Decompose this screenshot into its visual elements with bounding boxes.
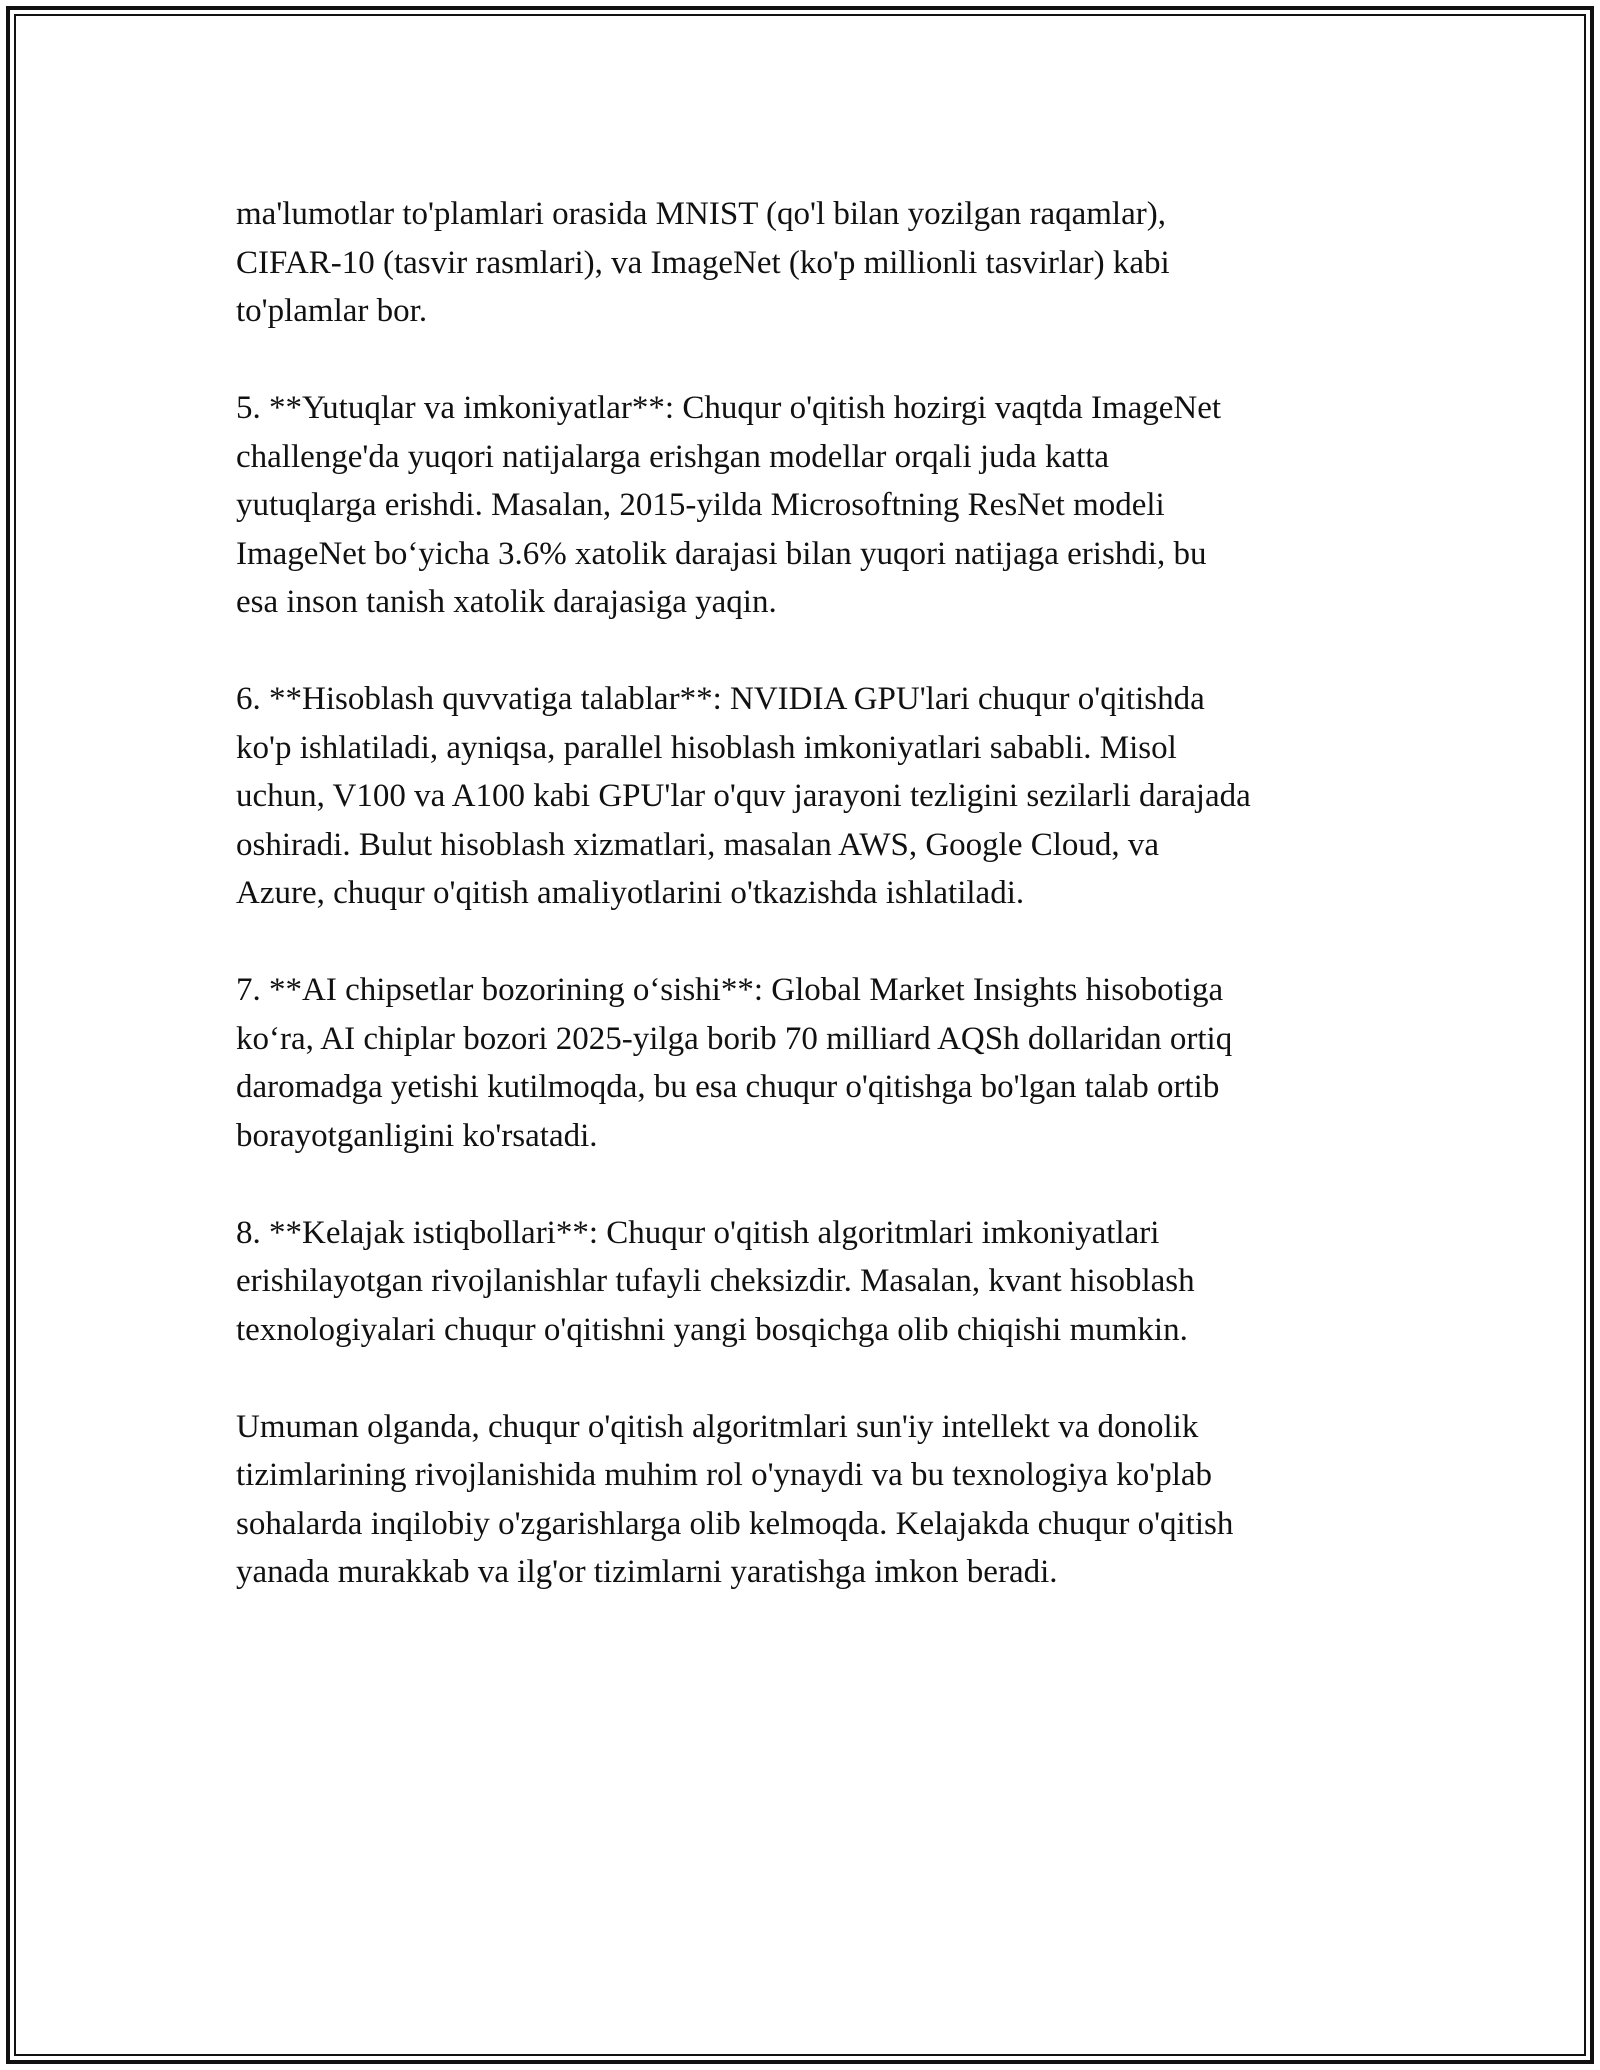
- text-line: borayotganligini ko'rsatadi.: [236, 1117, 598, 1154]
- text-line: erishilayotgan rivojlanishlar tufayli cheksizdir. Masalan, kvant hisoblash: [236, 1263, 1195, 1299]
- text-line: uchun, V100 va A100 kabi GPU'lar o'quv jarayoni tezligini sezilarli darajada: [236, 778, 1251, 814]
- text-line: 8. **Kelajak istiqbollari**: Chuqur o'qitish algoritmlari imkoniyatlari: [236, 1214, 1160, 1251]
- document-body: [236, 190, 1386, 1645]
- text-line: daromadga yetishi kutilmoqda, bu esa chuqur o'qitishga bo'lgan talab ortib: [236, 1069, 1220, 1105]
- text-line: 7. **AI chipsetlar bozorining o‘sishi**: Global Market Insights hisobotiga: [236, 972, 1224, 1008]
- text-line: sohalarda inqilobiy o'zgarishlarga olib kelmoqda. Kelajakda chuqur o'qitish: [236, 1505, 1234, 1542]
- text-line: CIFAR-10 (tasvir rasmlari), va ImageNet (ko'p millionli tasvirlar) kabi: [236, 244, 1170, 281]
- text-line: texnologiyalari chuqur o'qitishni yangi bosqichga olib chiqishi mumkin.: [236, 1311, 1188, 1348]
- text-line: ko‘ra, AI chiplar bozori 2025-yilga borib 70 milliard AQSh dollaridan ortiq: [236, 1020, 1233, 1057]
- text-line: ImageNet bo‘yicha 3.6% xatolik darajasi bilan yuqori natijaga erishdi, bu: [236, 535, 1207, 572]
- text-line: ko'p ishlatiladi, ayniqsa, parallel hisoblash imkoniyatlari sababli. Misol: [236, 729, 1177, 766]
- paragraph-compute-requirements: [236, 675, 1386, 918]
- text-line: yutuqlarga erishdi. Masalan, 2015-yilda Microsoftning ResNet modeli: [236, 487, 1165, 523]
- text-line: 6. **Hisoblash quvvatiga talablar**: NVIDIA GPU'lari chuqur o'qitishda: [236, 681, 1205, 717]
- text-line: tizimlarining rivojlanishida muhim rol o'ynaydi va bu texnologiya ko'plab: [236, 1457, 1213, 1493]
- paragraph-conclusion: [236, 1403, 1386, 1597]
- text-line: to'plamlar bor.: [236, 293, 428, 329]
- text-line: yanada murakkab va ilg'or tizimlarni yaratishga imkon beradi.: [236, 1554, 1058, 1590]
- paragraph-datasets: [236, 190, 1386, 336]
- text-line: Azure, chuqur o'qitish amaliyotlarini o'tkazishda ishlatiladi.: [236, 875, 1025, 911]
- paragraph-future-prospects: [236, 1209, 1386, 1355]
- text-line: esa inson tanish xatolik darajasiga yaqin.: [236, 584, 777, 620]
- paragraph-chip-market: [236, 966, 1386, 1160]
- text-line: oshiradi. Bulut hisoblash xizmatlari, masalan AWS, Google Cloud, va: [236, 826, 1160, 863]
- paragraph-achievements: [236, 384, 1386, 627]
- text-line: challenge'da yuqori natijalarga erishgan modellar orqali juda katta: [236, 438, 1110, 475]
- text-line: Umuman olganda, chuqur o'qitish algoritmlari sun'iy intellekt va donolik: [236, 1408, 1199, 1445]
- text-line: 5. **Yutuqlar va imkoniyatlar**: Chuqur o'qitish hozirgi vaqtda ImageNet: [236, 390, 1222, 426]
- text-line: ma'lumotlar to'plamlari orasida MNIST (qo'l bilan yozilgan raqamlar),: [236, 196, 1166, 232]
